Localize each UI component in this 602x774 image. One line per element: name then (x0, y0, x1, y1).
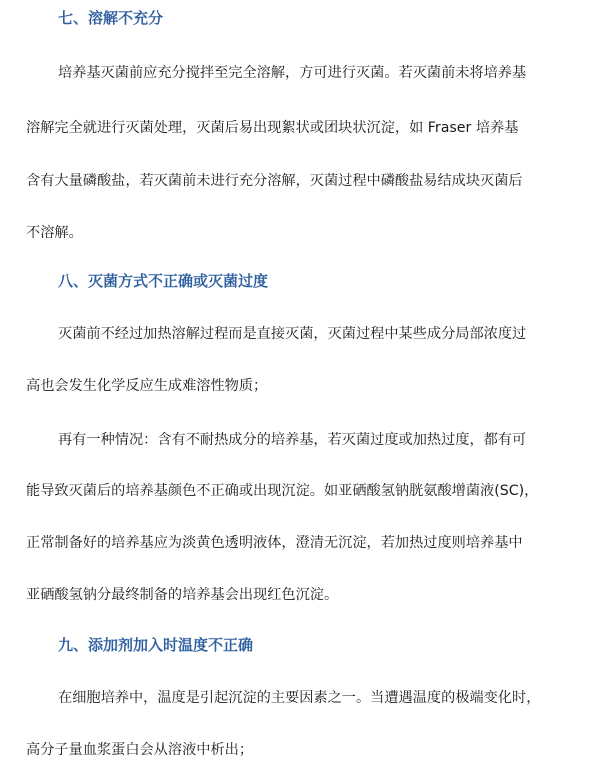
paragraph-line: 含有大量磷酸盐，若灭菌前未进行充分溶解，灭菌过程中磷酸盐易结成块灭菌后 (26, 173, 523, 189)
paragraph-line: 亚硒酸氢钠分最终制备的培养基会出现红色沉淀。 (26, 587, 339, 603)
paragraph-line: 高分子量血浆蛋白会从溶液中析出； (26, 742, 254, 758)
paragraph-line: 高也会发生化学反应生成难溶性物质； (26, 378, 268, 394)
paragraph-line: 能导致灭菌后的培养基颜色不正确或出现沉淀。如亚硒酸氢钠胱氨酸增菌液(SC)， (26, 483, 539, 499)
paragraph-line: 在细胞培养中，温度是引起沉淀的主要因素之一。当遭遇温度的极端变化时， (58, 690, 541, 706)
paragraph-line: 不溶解。 (26, 225, 83, 241)
section-heading-9: 九、添加剂加入时温度不正确 (58, 636, 254, 654)
section-heading-7: 七、溶解不充分 (58, 9, 164, 27)
paragraph-line: 正常制备好的培养基应为淡黄色透明液体，澄清无沉淀，若加热过度则培养基中 (26, 535, 523, 551)
paragraph-line: 再有一种情况：含有不耐热成分的培养基，若灭菌过度或加热过度，都有可 (58, 432, 527, 448)
section-heading-8: 八、灭菌方式不正确或灭菌过度 (58, 272, 269, 290)
paragraph-line: 培养基灭菌前应充分搅拌至完全溶解，方可进行灭菌。若灭菌前未将培养基 (58, 65, 527, 81)
paragraph-line: 灭菌前不经过加热溶解过程而是直接灭菌，灭菌过程中某些成分局部浓度过 (58, 326, 527, 342)
paragraph-line: 溶解完全就进行灭菌处理，灭菌后易出现絮状或团块状沉淀，如 Fraser 培养基 (26, 120, 519, 136)
